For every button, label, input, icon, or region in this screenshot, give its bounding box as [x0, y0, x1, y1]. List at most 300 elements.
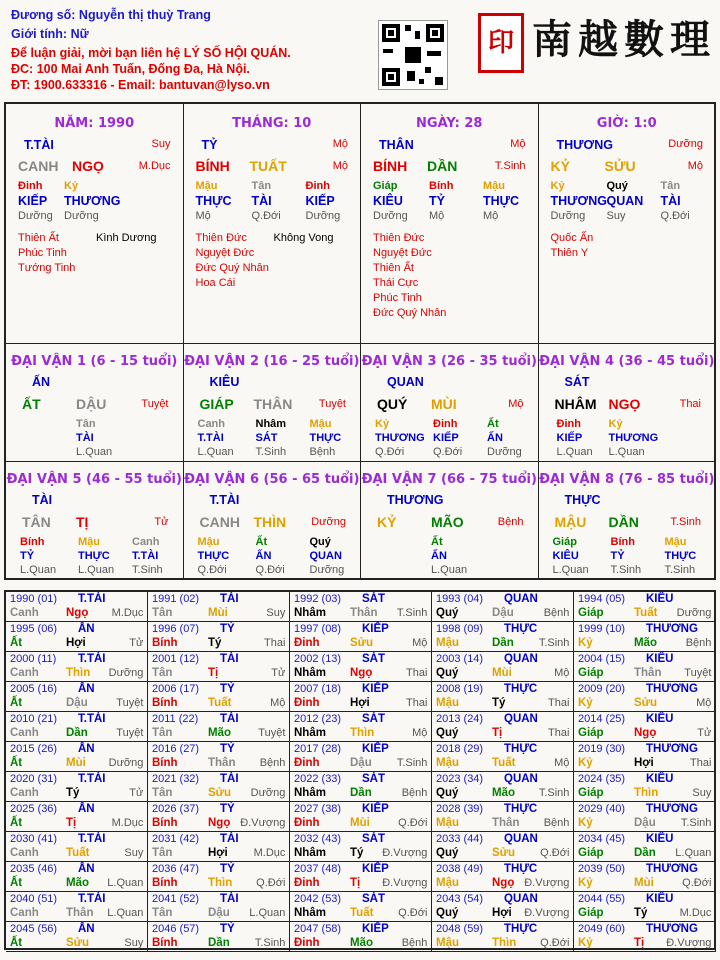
year-cell[interactable]	[290, 772, 432, 802]
hidden-stem: Canh	[132, 536, 160, 548]
year-cell[interactable]	[148, 772, 290, 802]
year-star: QUAN	[504, 653, 538, 665]
year-label: 2014 (25)	[578, 713, 626, 725]
year-phase: M.Dục	[679, 907, 712, 919]
pillar-title: NĂM: 1990	[54, 116, 135, 131]
year-phase: Bệnh	[401, 787, 428, 799]
hidden-star: T.TÀI	[132, 550, 159, 562]
year-phase: M.Dục	[111, 817, 144, 829]
hidden-star: KIẾP	[433, 432, 459, 444]
year-label: 2042 (53)	[294, 893, 342, 905]
shen-sha-item: Phúc Tinh	[373, 292, 422, 304]
year-phase: Mộ	[696, 697, 712, 709]
shen-sha-item: Không Vong	[273, 232, 334, 244]
year-can: Bính	[152, 637, 178, 649]
year-cell[interactable]	[6, 712, 148, 742]
year-cell[interactable]	[6, 802, 148, 832]
year-cell[interactable]	[148, 682, 290, 712]
year-phase: Tuyệt	[258, 727, 286, 739]
year-cell[interactable]	[432, 922, 574, 952]
year-label: 2004 (15)	[578, 653, 626, 665]
year-label: 2034 (45)	[578, 833, 626, 845]
year-star: TỶ	[220, 803, 235, 815]
year-phase: Đ.Vượng	[240, 817, 286, 829]
year-label: 2006 (17)	[152, 683, 200, 695]
luck-cycle-cell	[6, 344, 184, 462]
year-label: 2020 (31)	[10, 773, 58, 785]
year-chi: Tý	[634, 907, 648, 919]
year-chi: Hợi	[350, 697, 370, 709]
year-phase: Bệnh	[259, 757, 286, 769]
luck-can: KỶ	[377, 514, 397, 530]
pillar-phase: Mộ	[687, 160, 703, 172]
year-label: 1994 (05)	[578, 593, 626, 605]
year-can: Kỷ	[578, 757, 593, 769]
year-star: ẤN	[78, 863, 95, 875]
year-cell[interactable]	[6, 832, 148, 862]
year-chi: Dậu	[492, 607, 514, 619]
year-can: Nhâm	[294, 787, 326, 799]
year-label: 2002 (13)	[294, 653, 342, 665]
year-can: Canh	[10, 787, 39, 799]
year-cell[interactable]	[432, 652, 574, 682]
year-star: THƯƠNG	[646, 863, 698, 875]
year-can: Tân	[152, 787, 173, 799]
pillar-phase: Mộ	[332, 160, 348, 172]
pillar-can: BÍNH	[373, 158, 408, 174]
year-can: Bính	[152, 937, 178, 949]
year-phase: Dưỡng	[108, 667, 144, 679]
year-star: THỰC	[504, 743, 538, 755]
hidden-phase: L.Quan	[556, 446, 593, 458]
year-cell[interactable]	[290, 712, 432, 742]
hidden-star: ẤN	[487, 432, 503, 444]
year-can: Tân	[152, 667, 173, 679]
year-phase: L.Quan	[107, 907, 144, 919]
year-label: 2024 (35)	[578, 773, 626, 785]
year-cell[interactable]	[148, 832, 290, 862]
year-cell[interactable]	[148, 892, 290, 922]
luck-top-star: KIÊU	[209, 375, 240, 389]
year-star: THƯƠNG	[646, 923, 698, 935]
year-star: TỶ	[220, 863, 235, 875]
year-cell[interactable]	[290, 652, 432, 682]
year-cell[interactable]	[290, 832, 432, 862]
hidden-phase: L.Quan	[197, 446, 234, 458]
hidden-stem: Kỷ	[375, 418, 390, 430]
year-can: Kỷ	[578, 637, 593, 649]
hidden-stem: Giáp	[552, 536, 577, 548]
hidden-stem: Bính	[610, 536, 635, 548]
year-cell[interactable]	[432, 622, 574, 652]
year-chi: Tý	[492, 697, 506, 709]
luck-chi: THÂN	[253, 396, 293, 412]
year-star: KIẾP	[362, 923, 389, 935]
year-chi: Mùi	[66, 757, 86, 769]
year-can: Ất	[10, 937, 23, 949]
hidden-phase: Mộ	[429, 210, 445, 222]
year-cell[interactable]	[432, 682, 574, 712]
year-chi: Mùi	[208, 607, 228, 619]
pillar-top-star: THÂN	[379, 138, 414, 152]
year-chi: Mùi	[492, 667, 512, 679]
luck-can: TÂN	[22, 514, 51, 530]
year-phase: T.Sinh	[538, 637, 570, 649]
year-can: Giáp	[578, 787, 604, 799]
year-label: 2046 (57)	[152, 923, 200, 935]
year-can: Đinh	[294, 697, 320, 709]
luck-cycle-cell	[184, 344, 362, 462]
luck-cycle-cell	[539, 462, 717, 580]
year-chi: Tị	[66, 817, 77, 829]
year-label: 2019 (30)	[578, 743, 626, 755]
hidden-star: TỶ	[20, 550, 35, 562]
year-cell[interactable]	[290, 682, 432, 712]
hidden-star: TÀI	[660, 194, 681, 208]
luck-top-star: THỰC	[564, 493, 601, 507]
year-cell[interactable]	[574, 682, 716, 712]
year-label: 2029 (40)	[578, 803, 626, 815]
year-chi: Thân	[208, 757, 236, 769]
year-cell[interactable]	[6, 622, 148, 652]
year-star: T.TÀI	[78, 833, 106, 845]
hidden-stem: Ất	[487, 418, 499, 430]
year-can: Mậu	[436, 877, 459, 889]
year-cell[interactable]	[574, 622, 716, 652]
year-chi: Ngọ	[492, 877, 515, 889]
hidden-star: ẤN	[255, 550, 272, 562]
hidden-star: KIẾP	[18, 194, 48, 208]
hidden-phase: Q.Đới	[433, 446, 463, 458]
year-chi: Ngọ	[350, 667, 373, 679]
luck-can: NHÂM	[554, 396, 597, 412]
year-cell[interactable]	[574, 892, 716, 922]
year-phase: Đ.Vượng	[524, 877, 570, 889]
year-label: 2016 (27)	[152, 743, 200, 755]
year-can: Canh	[10, 907, 39, 919]
luck-cycle-cell	[539, 344, 717, 462]
year-cell[interactable]	[148, 742, 290, 772]
luck-cycle-title: ĐẠI VẬN 1 (6 - 15 tuổi)	[11, 354, 178, 369]
year-star: ẤN	[78, 803, 95, 815]
hidden-stem: Quý	[606, 180, 628, 192]
year-chi: Hợi	[634, 757, 654, 769]
year-star: SÁT	[362, 593, 385, 605]
year-cell[interactable]	[432, 862, 574, 892]
year-can: Tân	[152, 847, 173, 859]
hidden-star: TỶ	[429, 194, 445, 208]
luck-chi: DẦN	[608, 514, 639, 530]
year-cell[interactable]	[432, 712, 574, 742]
year-cell[interactable]	[290, 802, 432, 832]
year-phase: Tuyệt	[684, 667, 712, 679]
gender: Giới tính: Nữ	[11, 27, 89, 41]
year-phase: Dưỡng	[250, 787, 286, 799]
year-chi: Dần	[350, 787, 372, 799]
year-phase: Mộ	[270, 697, 286, 709]
year-cell[interactable]	[290, 592, 432, 622]
year-cell[interactable]	[290, 742, 432, 772]
year-label: 2017 (28)	[294, 743, 342, 755]
year-label: 2041 (52)	[152, 893, 200, 905]
year-star: ẤN	[78, 923, 95, 935]
hidden-phase: T.Sinh	[610, 564, 642, 576]
contact-invite: Để luận giải, mời bạn liên hệ LÝ SỐ HỘI QUÁN.	[11, 46, 291, 60]
year-chi: Tị	[350, 877, 361, 889]
pillar-title: THÁNG: 10	[232, 116, 312, 131]
year-can: Quý	[436, 667, 459, 679]
year-can: Mậu	[436, 637, 459, 649]
year-label: 2049 (60)	[578, 923, 626, 935]
year-star: THƯƠNG	[646, 623, 698, 635]
year-cell[interactable]	[6, 682, 148, 712]
year-can: Bính	[152, 877, 178, 889]
year-label: 2047 (58)	[294, 923, 342, 935]
year-cell[interactable]	[432, 802, 574, 832]
pillar-chi: NGỌ	[72, 158, 104, 174]
year-star: QUAN	[504, 893, 538, 905]
year-cell[interactable]	[6, 652, 148, 682]
year-cell[interactable]	[432, 772, 574, 802]
year-cell[interactable]	[432, 592, 574, 622]
luck-phase: Tử	[154, 516, 169, 528]
hidden-star: THƯƠNG	[375, 432, 425, 444]
year-chi: Dậu	[350, 757, 372, 769]
pillar-cell	[184, 104, 362, 344]
year-cell[interactable]	[148, 862, 290, 892]
year-star: TỶ	[220, 683, 235, 695]
year-phase: Bệnh	[685, 637, 712, 649]
year-star: THƯƠNG	[646, 803, 698, 815]
hidden-stem: Đinh	[18, 180, 43, 192]
year-label: 1991 (02)	[152, 593, 200, 605]
year-cell[interactable]	[6, 592, 148, 622]
year-star: THỰC	[504, 863, 538, 875]
luck-phase: Tuyệt	[141, 398, 169, 410]
hidden-stem: Bính	[429, 180, 454, 192]
year-can: Giáp	[578, 607, 604, 619]
year-chi: Sửu	[208, 787, 232, 799]
luck-phase: Mộ	[508, 398, 524, 410]
year-cell[interactable]	[574, 922, 716, 952]
luck-can: GIÁP	[199, 396, 234, 412]
year-star: ẤN	[78, 623, 95, 635]
hidden-stem: Canh	[197, 418, 225, 430]
year-star: TÀI	[220, 893, 239, 905]
year-phase: Q.Đới	[398, 817, 428, 829]
year-cell[interactable]	[574, 802, 716, 832]
year-phase: Tử	[271, 667, 286, 679]
year-label: 2011 (22)	[152, 713, 199, 725]
year-can: Bính	[152, 757, 178, 769]
hidden-stem: Kỷ	[64, 180, 79, 192]
year-can: Nhâm	[294, 907, 326, 919]
hidden-star: THỰC	[309, 432, 342, 444]
shen-sha-item: Thiên Ất	[18, 232, 59, 244]
pillar-top-phase: Mộ	[332, 138, 348, 150]
year-phase: Q.Đới	[540, 847, 570, 859]
year-label: 1992 (03)	[294, 593, 342, 605]
year-label: 1995 (06)	[10, 623, 58, 635]
year-star: KIẾP	[362, 863, 389, 875]
hidden-stem: Mậu	[197, 536, 220, 548]
year-cell[interactable]	[290, 922, 432, 952]
pillar-cell	[6, 104, 184, 344]
phone-email: ĐT: 1900.633316 - Email: bantuvan@lyso.vn	[11, 78, 270, 92]
hidden-star: TỶ	[610, 550, 625, 562]
year-star: ẤN	[78, 743, 95, 755]
year-can: Đinh	[294, 877, 320, 889]
luck-cycle-title: ĐẠI VẬN 2 (16 - 25 tuổi)	[184, 354, 360, 369]
year-cell[interactable]	[148, 712, 290, 742]
year-chi: Sửu	[66, 937, 90, 949]
luck-chi: MÃO	[431, 514, 464, 530]
year-phase: T.Sinh	[396, 757, 428, 769]
shen-sha-item: Phúc Tinh	[18, 247, 67, 259]
shen-sha-item: Thái Cực	[373, 277, 419, 289]
year-chi: Tuất	[634, 607, 658, 619]
pillar-top-star: THƯƠNG	[556, 138, 613, 152]
year-can: Giáp	[578, 847, 604, 859]
shen-sha-item: Nguyệt Đức	[195, 247, 255, 259]
hidden-star: THƯƠNG	[550, 194, 607, 208]
hidden-star: TÀI	[251, 194, 272, 208]
year-cell[interactable]	[148, 622, 290, 652]
year-star: THỰC	[504, 683, 538, 695]
year-label: 2025 (36)	[10, 803, 58, 815]
luck-phase: Bệnh	[497, 516, 524, 528]
year-star: THỰC	[504, 923, 538, 935]
year-can: Đinh	[294, 937, 320, 949]
year-chi: Hợi	[66, 637, 86, 649]
year-chi: Thân	[66, 907, 94, 919]
year-cell[interactable]	[6, 772, 148, 802]
pillar-top-phase: Mộ	[510, 138, 526, 150]
year-cell[interactable]	[574, 862, 716, 892]
year-star: KIÊU	[646, 593, 674, 605]
year-star: KIẾP	[362, 743, 389, 755]
luck-can: QUÝ	[377, 396, 408, 412]
year-cell[interactable]	[574, 772, 716, 802]
year-star: T.TÀI	[78, 773, 106, 785]
year-can: Mậu	[436, 697, 459, 709]
year-cell[interactable]	[574, 592, 716, 622]
year-cell[interactable]	[6, 742, 148, 772]
year-can: Bính	[152, 697, 178, 709]
year-can: Nhâm	[294, 847, 326, 859]
year-star: QUAN	[504, 833, 538, 845]
year-cell[interactable]	[290, 892, 432, 922]
year-star: QUAN	[504, 713, 538, 725]
year-phase: Tử	[697, 727, 712, 739]
hidden-phase: Q.Đới	[375, 446, 405, 458]
year-chi: Tuất	[66, 847, 90, 859]
hidden-phase: Bệnh	[309, 446, 336, 458]
year-label: 2015 (26)	[10, 743, 58, 755]
year-label: 2012 (23)	[294, 713, 342, 725]
year-can: Đinh	[294, 757, 320, 769]
year-star: SÁT	[362, 833, 385, 845]
luck-top-star: ẤN	[32, 375, 51, 389]
year-can: Quý	[436, 787, 459, 799]
hidden-phase: L.Quan	[78, 564, 115, 576]
year-chi: Sửu	[350, 637, 374, 649]
hidden-phase: L.Quan	[76, 446, 113, 458]
hidden-star: THƯƠNG	[64, 194, 121, 208]
year-cell[interactable]	[148, 922, 290, 952]
luck-cycle-title: ĐẠI VẬN 4 (36 - 45 tuổi)	[539, 354, 715, 369]
year-phase: Mộ	[554, 667, 570, 679]
year-cell[interactable]	[290, 862, 432, 892]
luck-cycle-cell	[361, 344, 539, 462]
pillar-chi: DẦN	[427, 158, 458, 174]
year-cell[interactable]	[574, 742, 716, 772]
luck-phase: Dưỡng	[311, 516, 346, 528]
year-star: TÀI	[220, 713, 239, 725]
year-phase: Suy	[266, 607, 286, 619]
hidden-stem: Tân	[76, 418, 96, 430]
year-cell[interactable]	[432, 832, 574, 862]
year-label: 1990 (01)	[10, 593, 58, 605]
year-cell[interactable]	[148, 592, 290, 622]
hidden-phase: T.Sinh	[255, 446, 287, 458]
year-star: TỶ	[220, 923, 235, 935]
hidden-phase: L.Quan	[552, 564, 589, 576]
year-star: TỶ	[220, 743, 235, 755]
year-cell[interactable]	[6, 892, 148, 922]
year-can: Tân	[152, 607, 173, 619]
year-chi: Tý	[66, 787, 80, 799]
pillar-can: CANH	[18, 158, 59, 174]
year-star: KIÊU	[646, 833, 674, 845]
year-star: T.TÀI	[78, 653, 106, 665]
year-phase: T.Sinh	[254, 937, 286, 949]
pillar-top-star: T.TÀI	[24, 138, 54, 152]
pillar-phase: M.Dục	[138, 160, 171, 172]
year-can: Đinh	[294, 637, 320, 649]
year-cell[interactable]	[574, 652, 716, 682]
year-star: THỰC	[504, 803, 538, 815]
year-cell[interactable]	[574, 712, 716, 742]
year-cell[interactable]	[148, 802, 290, 832]
year-cell[interactable]	[432, 892, 574, 922]
year-cell[interactable]	[148, 652, 290, 682]
hidden-phase: L.Quan	[608, 446, 645, 458]
hidden-star: QUAN	[606, 194, 644, 208]
year-star: SÁT	[362, 773, 385, 785]
year-cell[interactable]	[290, 622, 432, 652]
luck-phase: Tuyệt	[318, 398, 346, 410]
year-phase: T.Sinh	[538, 787, 570, 799]
year-can: Canh	[10, 847, 39, 859]
year-can: Quý	[436, 727, 459, 739]
year-cell[interactable]	[574, 832, 716, 862]
year-chi: Sửu	[492, 847, 516, 859]
year-cell[interactable]	[6, 922, 148, 952]
qr-code[interactable]	[378, 20, 448, 90]
year-cell[interactable]	[432, 742, 574, 772]
year-chi: Tuất	[208, 697, 232, 709]
luck-cycle-cell	[361, 462, 539, 580]
shen-sha-item: Thiên Y	[550, 247, 589, 259]
red-seal-icon: 印	[478, 13, 524, 73]
luck-cycle-title: ĐẠI VẬN 5 (46 - 55 tuổi)	[6, 472, 182, 487]
year-label: 2005 (16)	[10, 683, 58, 695]
year-cell[interactable]	[6, 862, 148, 892]
year-can: Quý	[436, 607, 459, 619]
hidden-star: THỰC	[483, 194, 520, 208]
shen-sha-item: Đức Quý Nhân	[195, 262, 269, 274]
